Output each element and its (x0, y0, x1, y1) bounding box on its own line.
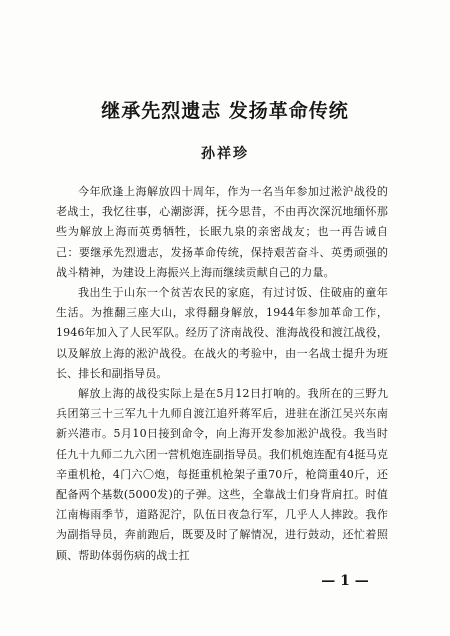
page-title: 继承先烈遗志 发扬革命传统 (101, 100, 349, 122)
paragraph-3: 解放上海的战役实际上是在5月12日打响的。我所在的三野九兵团第三十三军九十九师自渡江追歼蒋军后，进驻在浙江吴兴东南新兴港市。5月10日接到命令，向上海开发参加淞沪战役。我当时任九十九师二九六团一营机炮连副指导员。我们机炮连配有4挺马克辛重机枪，4门六〇炮，每挺重机枪架子重70斤，枪筒重40斤，还配备两个基数(5000发)的子弹。这些，全靠战士们身背肩扛。时值江南梅雨季节，道路泥泞，队伍日夜急行军，几乎人人摔跤。我作为副指导员，奔前跑后，既要及时了解情况，进行鼓动，还忙着照顾、帮助体弱伤病的战士扛 (56, 387, 388, 562)
author-name: 孙祥珍 (201, 146, 249, 162)
paragraph-2: 我出生于山东一个贫苦农民的家庭，有过讨饭、住破庙的童年生活。为推翻三座大山，求得翻身解放，1944年参加革命工作，1946年加入了人民军队。经历了济南战役、淮海战役和渡江战役，以及解放上海的淞沪战役。在战火的考验中，由一名战士提升为班长、排长和副指导员。 (56, 286, 388, 380)
article-body (56, 182, 388, 566)
page-number: — 1 — (321, 573, 369, 589)
paragraph-1: 今年欣逢上海解放四十周年，作为一名当年参加过淞沪战役的老战士，我忆往事，心潮澎湃，抚今思昔，不由再次深沉地缅怀那些为解放上海而英勇牺牲，长眠九泉的亲密战友；也一再告诫自己：要继承先烈遗志，发扬革命传统，保持艰苦奋斗、英勇顽强的战斗精神，为建设上海振兴上海而继续贡献自己的力量。 (56, 185, 388, 279)
